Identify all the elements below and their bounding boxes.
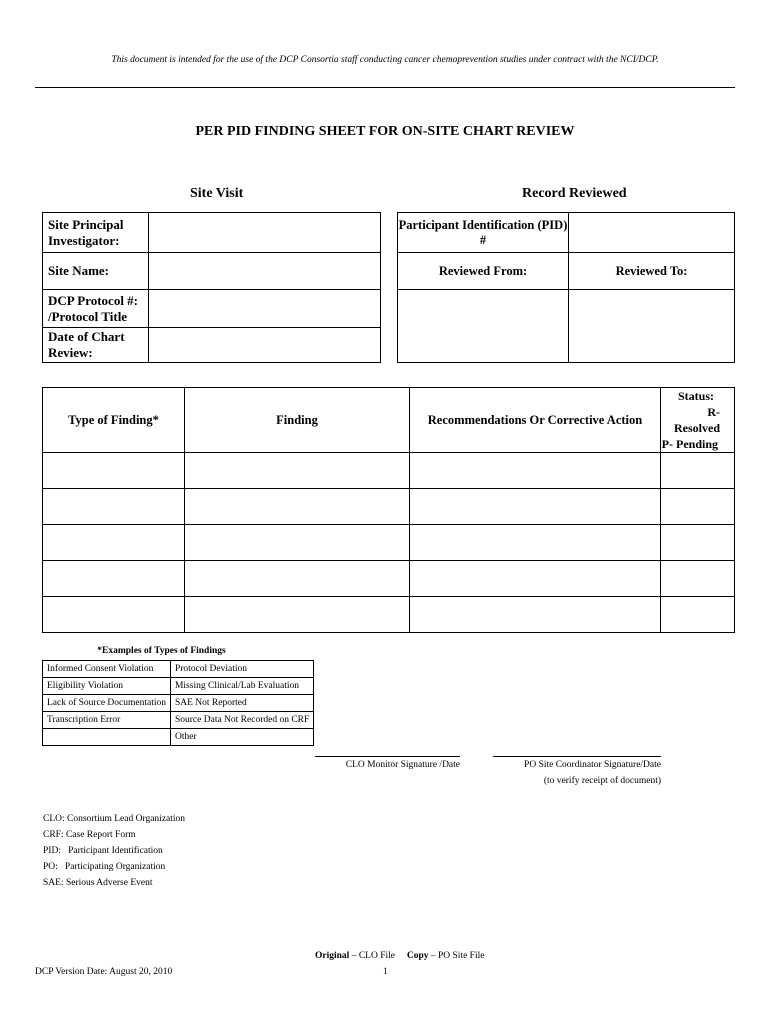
table-row (43, 597, 735, 633)
original-dest: – CLO File (349, 951, 395, 961)
reviewed-from-label: Reviewed From: (398, 253, 569, 290)
recommendation-cell[interactable] (410, 561, 661, 597)
po-signature-label: PO Site Coordinator Signature/Date (524, 760, 661, 770)
recommendation-cell[interactable] (410, 453, 661, 489)
recommendation-cell[interactable] (410, 489, 661, 525)
site-visit-table (42, 212, 381, 363)
record-reviewed-heading: Record Reviewed (522, 186, 627, 201)
site-name-label: Site Name: (43, 253, 149, 290)
finding-cell[interactable] (185, 561, 410, 597)
example-item: Eligibility Violation (43, 678, 171, 695)
page-title: PER PID FINDING SHEET FOR ON-SITE CHART REVIEW (195, 124, 575, 139)
recommendation-cell[interactable] (410, 597, 661, 633)
example-item: Lack of Source Documentation (43, 695, 171, 712)
finding-cell[interactable] (185, 489, 410, 525)
pid-label: Participant Identification (PID) # (398, 213, 569, 253)
type-cell[interactable] (43, 597, 185, 633)
type-cell[interactable] (43, 453, 185, 489)
chart-review-date-field[interactable] (149, 328, 381, 363)
table-row (43, 453, 735, 489)
abbreviation-item: CRF: Case Report Form (43, 830, 136, 840)
example-item: Source Data Not Recorded on CRF (170, 712, 313, 729)
table-row (43, 678, 314, 695)
example-item: SAE Not Reported (170, 695, 313, 712)
status-cell[interactable] (661, 489, 735, 525)
record-reviewed-table (397, 212, 735, 363)
site-pi-field[interactable] (149, 213, 381, 253)
findings-table (42, 387, 735, 633)
original-label: Original (315, 951, 350, 961)
copy-label: Copy (406, 951, 429, 961)
example-item: Transcription Error (43, 712, 171, 729)
chart-review-date-label: Date of Chart Review: (43, 328, 149, 363)
site-visit-heading: Site Visit (190, 186, 244, 201)
finding-cell[interactable] (185, 525, 410, 561)
abbreviation-item: CLO: Consortium Lead Organization (43, 814, 186, 824)
status-header: Status: R- Resolved P- Pending (661, 388, 735, 453)
pid-field[interactable] (569, 213, 735, 253)
abbreviations-list (43, 811, 185, 891)
table-row (43, 695, 314, 712)
distribution-line (315, 951, 484, 961)
protocol-label: DCP Protocol #: /Protocol Title (43, 290, 149, 328)
reviewed-from-field[interactable] (398, 290, 569, 363)
clo-signature-label: CLO Monitor Signature /Date (345, 760, 460, 770)
type-cell[interactable] (43, 489, 185, 525)
table-row (43, 489, 735, 525)
site-name-field[interactable] (149, 253, 381, 290)
example-item: Missing Clinical/Lab Evaluation (170, 678, 313, 695)
reviewed-to-label: Reviewed To: (569, 253, 735, 290)
table-row (43, 712, 314, 729)
finding-header: Finding (185, 388, 410, 453)
clo-signature-line[interactable] (315, 756, 460, 757)
abbreviation-item: PID: Participant Identification (43, 846, 163, 856)
page-number: 1 (383, 967, 388, 977)
table-row (43, 661, 314, 678)
reviewed-to-field[interactable] (569, 290, 735, 363)
distribution-notice: This document is intended for the use of the DCP Consortia staff conducting cancer chemoprevention studies under contract with the NCI/DCP. (111, 55, 659, 65)
table-row (43, 525, 735, 561)
table-row (43, 729, 314, 746)
abbreviation-item: SAE: Serious Adverse Event (43, 878, 153, 888)
example-item: Protocol Deviation (170, 661, 313, 678)
po-signature-note: (to verify receipt of document) (543, 776, 661, 786)
status-cell[interactable] (661, 453, 735, 489)
abbreviation-item: PO: Participating Organization (43, 862, 166, 872)
po-signature-line[interactable] (493, 756, 661, 757)
copy-dest: – PO Site File (428, 951, 485, 961)
examples-heading: *Examples of Types of Findings (97, 646, 226, 656)
header-rule (35, 87, 735, 88)
site-pi-label: Site Principal Investigator: (43, 213, 149, 253)
type-cell[interactable] (43, 525, 185, 561)
finding-cell[interactable] (185, 453, 410, 489)
example-item: Other (170, 729, 313, 746)
table-row (43, 561, 735, 597)
type-cell[interactable] (43, 561, 185, 597)
example-item (43, 729, 171, 746)
recommendations-header: Recommendations Or Corrective Action (410, 388, 661, 453)
status-cell[interactable] (661, 561, 735, 597)
type-of-finding-header: Type of Finding* (43, 388, 185, 453)
version-date: DCP Version Date: August 20, 2010 (35, 967, 173, 977)
example-item: Informed Consent Violation (43, 661, 171, 678)
status-cell[interactable] (661, 525, 735, 561)
protocol-field[interactable] (149, 290, 381, 328)
recommendation-cell[interactable] (410, 525, 661, 561)
status-cell[interactable] (661, 597, 735, 633)
finding-cell[interactable] (185, 597, 410, 633)
examples-table (42, 660, 314, 746)
